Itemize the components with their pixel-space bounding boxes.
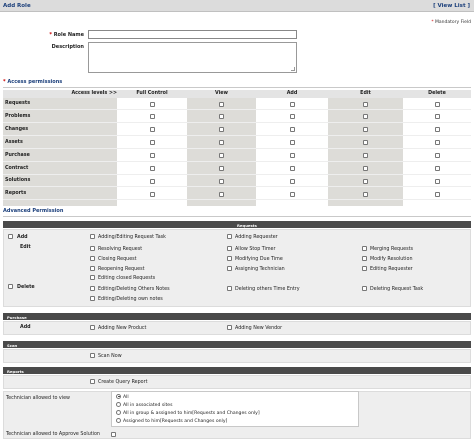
purchase-add-label: Add	[20, 325, 31, 330]
col-view: View	[215, 91, 228, 96]
access-row-assets	[3, 137, 471, 149]
assets-delete-checkbox[interactable]	[435, 140, 440, 145]
description-label: Description	[51, 44, 84, 50]
problems-add-checkbox[interactable]	[290, 114, 295, 119]
reports-bar: Reports	[3, 367, 471, 374]
contract-edit-checkbox[interactable]	[363, 166, 368, 171]
changes-view-checkbox[interactable]	[219, 127, 224, 132]
access-row-label: Reports	[5, 191, 27, 197]
assets-view-checkbox[interactable]	[219, 140, 224, 145]
reports-delete-checkbox[interactable]	[435, 192, 440, 197]
opt-adding-new-vendor[interactable]: Adding New Vendor	[227, 325, 282, 331]
requests-full-control-checkbox[interactable]	[150, 102, 155, 107]
resize-handle[interactable]	[291, 67, 295, 71]
problems-edit-checkbox[interactable]	[363, 114, 368, 119]
radio-all-associated-sites[interactable]: All in associated sites	[116, 402, 173, 408]
advanced-permission-title: Advanced Permission	[3, 208, 64, 214]
purchase-view-checkbox[interactable]	[219, 153, 224, 158]
problems-delete-checkbox[interactable]	[435, 114, 440, 119]
solutions-delete-checkbox[interactable]	[435, 179, 440, 184]
opt-assigning-technician[interactable]: Assigning Technician	[227, 266, 285, 272]
changes-delete-checkbox[interactable]	[435, 127, 440, 132]
description-textarea[interactable]	[88, 42, 297, 73]
opt-editing-deleting-own-notes[interactable]: Editing/Deleting own notes	[90, 296, 163, 302]
changes-edit-checkbox[interactable]	[363, 127, 368, 132]
reports-add-checkbox[interactable]	[290, 192, 295, 197]
access-row-requests	[3, 98, 471, 110]
opt-adding-requester[interactable]: Adding Requester	[227, 234, 278, 240]
contract-full-control-checkbox[interactable]	[150, 166, 155, 171]
access-row-label: Requests	[5, 101, 31, 106]
opt-closing-request[interactable]: Closing Request	[90, 256, 137, 262]
access-row-reports	[3, 188, 471, 200]
contract-add-checkbox[interactable]	[290, 166, 295, 171]
opt-deleting-others-time-entry[interactable]: Deleting others Time Entry	[227, 286, 300, 292]
requests-delete-checkbox[interactable]	[435, 102, 440, 107]
purchase-add-checkbox[interactable]	[290, 153, 295, 158]
access-row-purchase	[3, 150, 471, 162]
opt-deleting-request-task[interactable]: Deleting Request Task	[362, 286, 423, 292]
adv-add-checkbox[interactable]	[8, 234, 13, 239]
radio-all-in-group[interactable]: All in group & assigned to him[Requests and Changes only]	[116, 410, 260, 416]
contract-view-checkbox[interactable]	[219, 166, 224, 171]
role-name-label: * Role Name	[49, 32, 84, 38]
access-row-label: Solutions	[5, 178, 31, 184]
solutions-edit-checkbox[interactable]	[363, 179, 368, 184]
purchase-bar: Purchase	[3, 313, 471, 320]
opt-adding-editing-request-task[interactable]: Adding/Editing Request Task	[90, 234, 166, 240]
reports-edit-checkbox[interactable]	[363, 192, 368, 197]
access-row-label: Assets	[5, 139, 23, 145]
col-access-levels: Access levels >>	[71, 91, 117, 96]
access-row-label: Purchase	[5, 152, 30, 158]
col-edit: Edit	[360, 91, 371, 96]
requests-edit-checkbox[interactable]	[363, 102, 368, 107]
problems-full-control-checkbox[interactable]	[150, 114, 155, 119]
col-full-control: Full Control	[136, 91, 168, 96]
opt-modifying-due-time[interactable]: Modifying Due Time	[227, 256, 283, 262]
access-row-problems	[3, 111, 471, 123]
opt-editing-deleting-others-notes[interactable]: Editing/Deleting Others Notes	[90, 286, 170, 292]
opt-allow-stop-timer[interactable]: Allow Stop Timer	[227, 246, 275, 252]
page-title: Add Role	[3, 3, 31, 9]
scan-permissions-box	[3, 349, 471, 363]
view-list-link[interactable]: [ View List ]	[433, 3, 470, 9]
solutions-full-control-checkbox[interactable]	[150, 179, 155, 184]
technician-view-options	[111, 391, 359, 427]
opt-editing-closed-requests[interactable]: Editing closed Requests	[90, 275, 155, 281]
opt-adding-new-product[interactable]: Adding New Product	[90, 325, 146, 331]
radio-all[interactable]: All	[116, 394, 129, 400]
role-name-input[interactable]	[88, 30, 297, 39]
opt-resolving-request[interactable]: Resolving Request	[90, 246, 142, 252]
contract-delete-checkbox[interactable]	[435, 166, 440, 171]
adv-delete-row: Delete	[8, 284, 35, 290]
opt-merging-requests[interactable]: Merging Requests	[362, 246, 413, 252]
opt-create-query-report[interactable]: Create Query Report	[90, 379, 147, 385]
reports-permissions-box	[3, 375, 471, 389]
technician-view-label: Technician allowed to view	[6, 396, 70, 401]
technician-approve-label: Technician allowed to Approve Solution	[6, 432, 100, 437]
adv-delete-checkbox[interactable]	[8, 284, 13, 289]
access-row-label: Problems	[5, 113, 31, 119]
requests-view-checkbox[interactable]	[219, 102, 224, 107]
requests-bar: Requests	[3, 221, 471, 228]
access-permissions-title: * Access permissions	[3, 79, 63, 85]
mandatory-note: * Mandatory Field	[431, 20, 471, 25]
col-add: Add	[286, 91, 298, 96]
reports-view-checkbox[interactable]	[219, 192, 224, 197]
page-header	[0, 0, 474, 12]
opt-reopening-request[interactable]: Reopening Request	[90, 266, 144, 272]
assets-full-control-checkbox[interactable]	[150, 140, 155, 145]
access-row-changes	[3, 124, 471, 136]
radio-assigned-to-him[interactable]: Assigned to him[Requests and Changes only]	[116, 418, 227, 424]
adv-edit-label: Edit	[20, 245, 31, 250]
problems-view-checkbox[interactable]	[219, 114, 224, 119]
requests-add-checkbox[interactable]	[290, 102, 295, 107]
purchase-edit-checkbox[interactable]	[363, 153, 368, 158]
assets-add-checkbox[interactable]	[290, 140, 295, 145]
col-delete: Delete	[428, 91, 446, 96]
assets-edit-checkbox[interactable]	[363, 140, 368, 145]
reports-full-control-checkbox[interactable]	[150, 192, 155, 197]
approve-solution-checkbox[interactable]	[111, 432, 116, 437]
access-row-label: Contract	[5, 165, 29, 171]
access-row-solutions	[3, 175, 471, 187]
opt-editing-requester[interactable]: Editing Requester	[362, 266, 413, 272]
opt-scan-now[interactable]: Scan Now	[90, 353, 122, 359]
changes-full-control-checkbox[interactable]	[150, 127, 155, 132]
solutions-view-checkbox[interactable]	[219, 179, 224, 184]
purchase-full-control-checkbox[interactable]	[150, 153, 155, 158]
access-row-label: Changes	[5, 126, 29, 132]
access-row-contract	[3, 163, 471, 175]
purchase-delete-checkbox[interactable]	[435, 153, 440, 158]
scan-bar: Scan	[3, 341, 471, 348]
adv-add-row: Add	[8, 234, 28, 240]
changes-add-checkbox[interactable]	[290, 127, 295, 132]
opt-modify-resolution[interactable]: Modify Resolution	[362, 256, 412, 262]
solutions-add-checkbox[interactable]	[290, 179, 295, 184]
